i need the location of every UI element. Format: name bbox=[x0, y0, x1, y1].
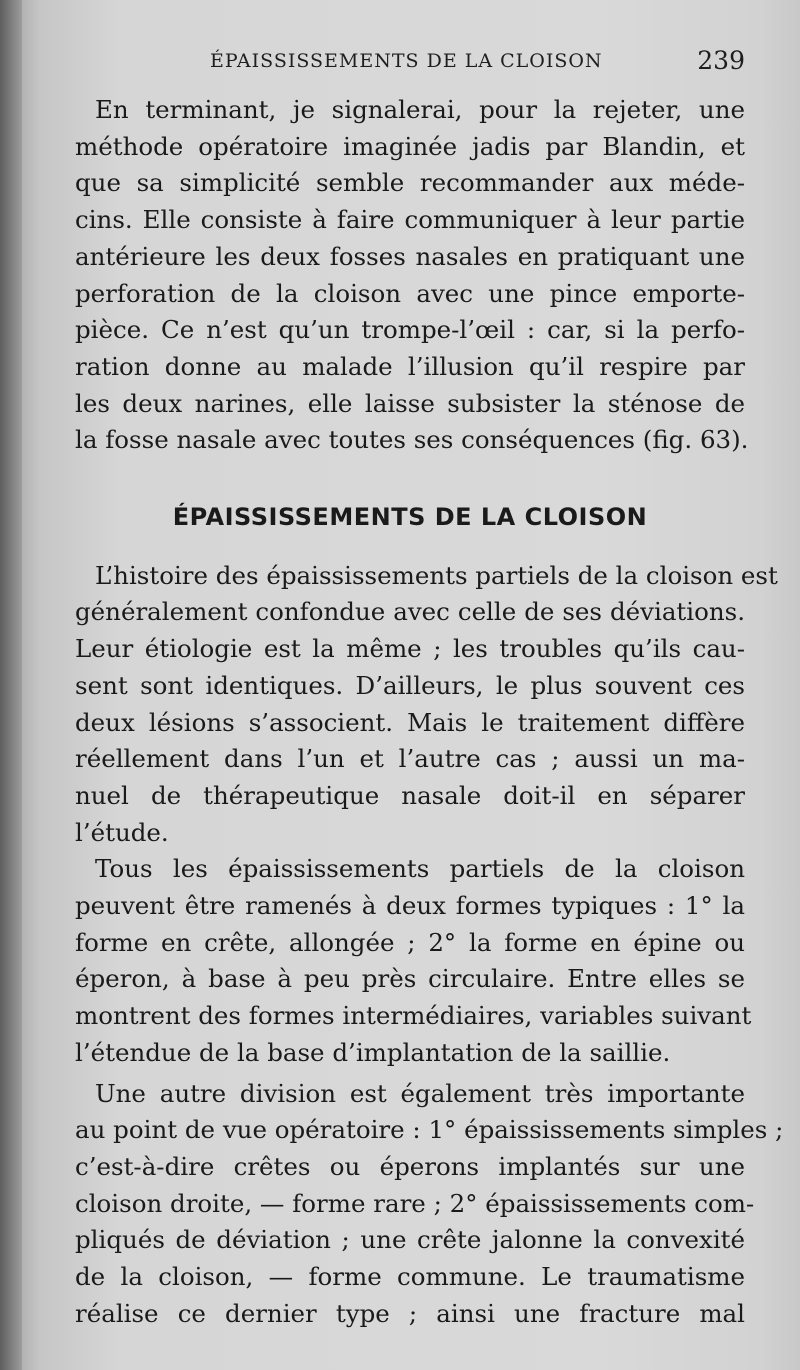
text-line: perforation de la cloison avec une pince emporte- bbox=[75, 278, 745, 308]
text-line: L’histoire des épaississements partiels de la cloison est bbox=[95, 560, 778, 590]
text-line: montrent des formes intermédiaires, variables suivant bbox=[75, 1001, 752, 1031]
page-number: 239 bbox=[697, 46, 745, 75]
text-line: sent sont identiques. D’ailleurs, le plus souvent ces bbox=[75, 670, 745, 700]
text-line: au point de vue opératoire : 1° épaississements simples ; bbox=[75, 1115, 784, 1145]
paragraph-4 bbox=[75, 1076, 784, 1333]
text-line: réalise ce dernier type ; ainsi une fracture mal bbox=[75, 1298, 745, 1328]
running-title: ÉPAISSISSEMENTS DE LA CLOISON bbox=[210, 50, 603, 72]
text-line: cins. Elle consiste à faire communiquer à leur partie bbox=[75, 205, 745, 235]
text-line: Une autre division est également très importante bbox=[95, 1078, 745, 1108]
text-line: généralement confondue avec celle de ses déviations. bbox=[75, 597, 745, 627]
text-line: l’étendue de la base d’implantation de la saillie. bbox=[75, 1037, 671, 1067]
text-line: En terminant, je signalerai, pour la rejeter, une bbox=[95, 95, 745, 124]
paragraph-3 bbox=[75, 851, 752, 1071]
text-line: pièce. Ce n’est qu’un trompe-l’œil : car, si la perfo- bbox=[75, 315, 745, 345]
page-spine-shadow bbox=[0, 0, 22, 1370]
paragraph-2 bbox=[75, 558, 778, 852]
text-line: l’étude. bbox=[75, 817, 169, 847]
text-line: réellement dans l’un et l’autre cas ; aussi un ma- bbox=[75, 744, 745, 774]
text-line: les deux narines, elle laisse subsister la sténose de bbox=[75, 388, 745, 418]
text-line: la fosse nasale avec toutes ses conséquences (fig. 63). bbox=[75, 425, 749, 455]
section-heading: ÉPAISSISSEMENTS DE LA CLOISON bbox=[172, 503, 648, 532]
paragraph-1 bbox=[75, 92, 749, 459]
page-body bbox=[75, 92, 784, 1333]
text-line: que sa simplicité semble recommander aux méde- bbox=[75, 168, 745, 198]
text-line: antérieure les deux fosses nasales en pratiquant une bbox=[75, 241, 745, 271]
running-head bbox=[75, 46, 745, 80]
text-line: ration donne au malade l’illusion qu’il respire par bbox=[75, 351, 745, 381]
text-line: éperon, à base à peu près circulaire. Entre elles se bbox=[75, 964, 745, 994]
text-line: deux lésions s’associent. Mais le traitement diffère bbox=[75, 707, 745, 737]
text-line: Leur étiologie est la même ; les troubles qu’ils cau- bbox=[75, 634, 745, 664]
text-line: peuvent être ramenés à deux formes typiques : 1° la bbox=[75, 891, 745, 921]
text-line: pliqués de déviation ; une crête jalonne la convexité bbox=[75, 1225, 745, 1255]
text-line: méthode opératoire imaginée jadis par Blandin, et bbox=[75, 131, 745, 161]
text-line: c’est-à-dire crêtes ou éperons implantés sur une bbox=[75, 1151, 745, 1181]
text-line: forme en crête, allongée ; 2° la forme en épine ou bbox=[75, 927, 745, 957]
text-line: cloison droite, — forme rare ; 2° épaississements com- bbox=[75, 1188, 755, 1218]
text-line: nuel de thérapeutique nasale doit-il en séparer bbox=[75, 780, 745, 810]
text-line: de la cloison, — forme commune. Le traumatisme bbox=[75, 1262, 745, 1292]
text-line: Tous les épaississements partiels de la cloison bbox=[95, 854, 745, 884]
